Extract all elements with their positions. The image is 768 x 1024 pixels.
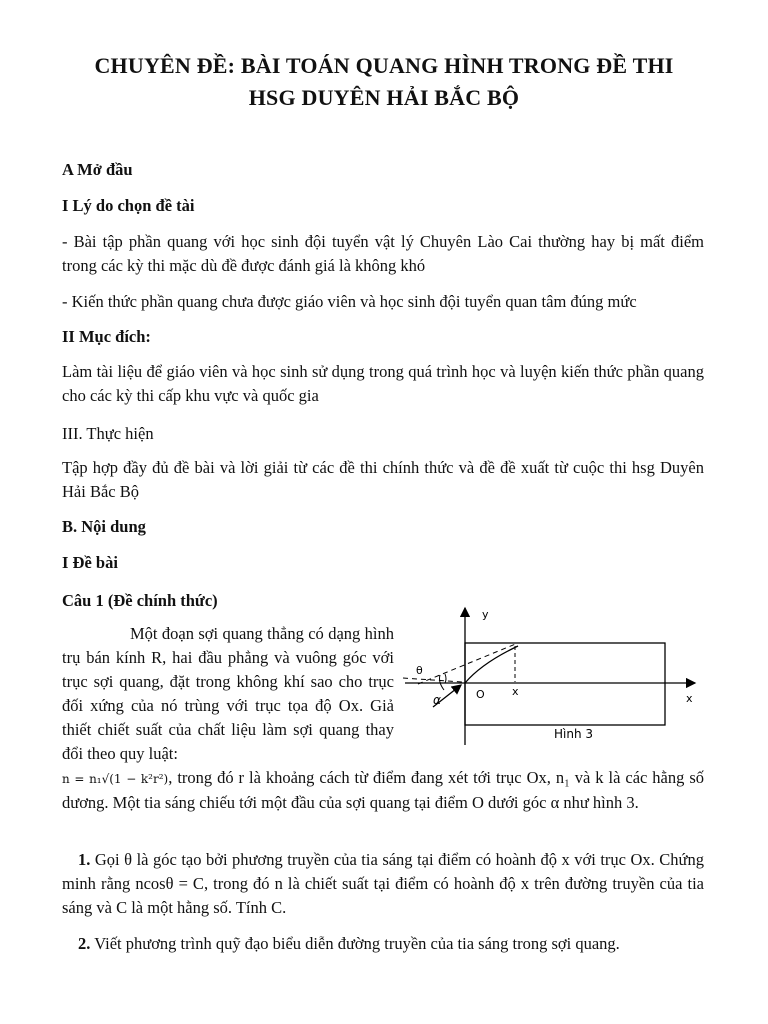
heading-implementation: III. Thực hiện [62,424,154,443]
label-origin: O [476,688,485,701]
label-theta: θ [416,664,423,677]
heading-section-a: A Mở đầu [62,160,133,179]
label-y: y [482,608,489,621]
item-1-number: 1. [78,850,91,869]
title-line-1: CHUYÊN ĐỀ: BÀI TOÁN QUANG HÌNH TRONG ĐỀ THI [94,53,674,78]
paragraph-purpose: Làm tài liệu để giáo viên và học sinh sử dụng trong quá trình học và luyện kiến thức phần quang cho các kỳ thi cấp khu vực và quốc gia [62,362,704,405]
fiber-outline [465,643,665,725]
tangent-dashed-line [418,643,518,684]
figure-optical-fiber [400,600,710,750]
title-line-2: HSG DUYÊN HẢI BẮC BỘ [248,85,520,110]
item-2-text: Viết phương trình quỹ đạo biểu diễn đường truyền của tia sáng trong sợi quang. [94,934,620,953]
question-item-1 [62,848,704,920]
paragraph-reason-2: - Kiến thức phần quang chưa được giáo viên và học sinh đội tuyển quan tâm đúng mức [62,292,637,311]
theta-arc [445,674,446,683]
label-alpha: α [433,693,441,707]
normal-dashed-line [403,678,462,682]
label-x-point: x [512,685,519,698]
paragraph-reason-1: - Bài tập phần quang với học sinh đội tuyển vật lý Chuyên Lào Cai thường hay bị mất điểm trong các kỳ thi mặc dù đề được đánh giá là không khó [62,232,704,275]
question-1-continuation [62,766,704,815]
heading-section-b: B. Nội dung [62,517,146,536]
figure-caption: Hình 3 [554,727,594,741]
question-item-2 [62,932,704,956]
heading-purpose: II Mục đích: [62,327,151,346]
question-1-body-text: Một đoạn sợi quang thẳng có dạng hình trụ bán kính R, hai đầu phẳng và vuông góc với trục sợi quang, đặt trong không khí sao cho trục đối xứng của nó trùng với trục tọa độ Ox. Giả thiết chiết suất của chất liệu làm sợi quang thay đổi theo quy luật: [62,624,394,763]
document-title [40,50,728,114]
label-x-axis: x [686,692,693,705]
refractive-index-formula: n = n₁√(1 − k²r²) [62,772,169,786]
question-1-continuation-text: , trong đó r là khoảng cách từ điểm đang xét tới trục Ox, n₁ và k là các hằng số dương. Một tia sáng chiếu tới một đầu của sợi quang tại điểm O dưới góc α như hình 3. [62,768,704,812]
paragraph-implementation: Tập hợp đầy đủ đề bài và lời giải từ các đề thi chính thức và đề đề xuất từ cuộc thi hsg Duyên Hải Bắc Bộ [62,458,704,501]
heading-problems: I Đề bài [62,553,118,572]
question-1-heading: Câu 1 (Đề chính thức) [62,591,218,610]
heading-reason: I Lý do chọn đề tài [62,196,195,215]
item-2-number: 2. [78,934,91,953]
ray-path-curve [465,646,518,683]
question-1-body [62,622,394,766]
item-1-text: Gọi θ là góc tạo bởi phương truyền của tia sáng tại điểm có hoành độ x với trục Ox. Chứng minh rằng ncosθ = C, trong đó n là chiết suất tại điểm có hoành độ x trên đường truyền của tia sáng và C là một hằng số. Tính C. [62,850,705,917]
